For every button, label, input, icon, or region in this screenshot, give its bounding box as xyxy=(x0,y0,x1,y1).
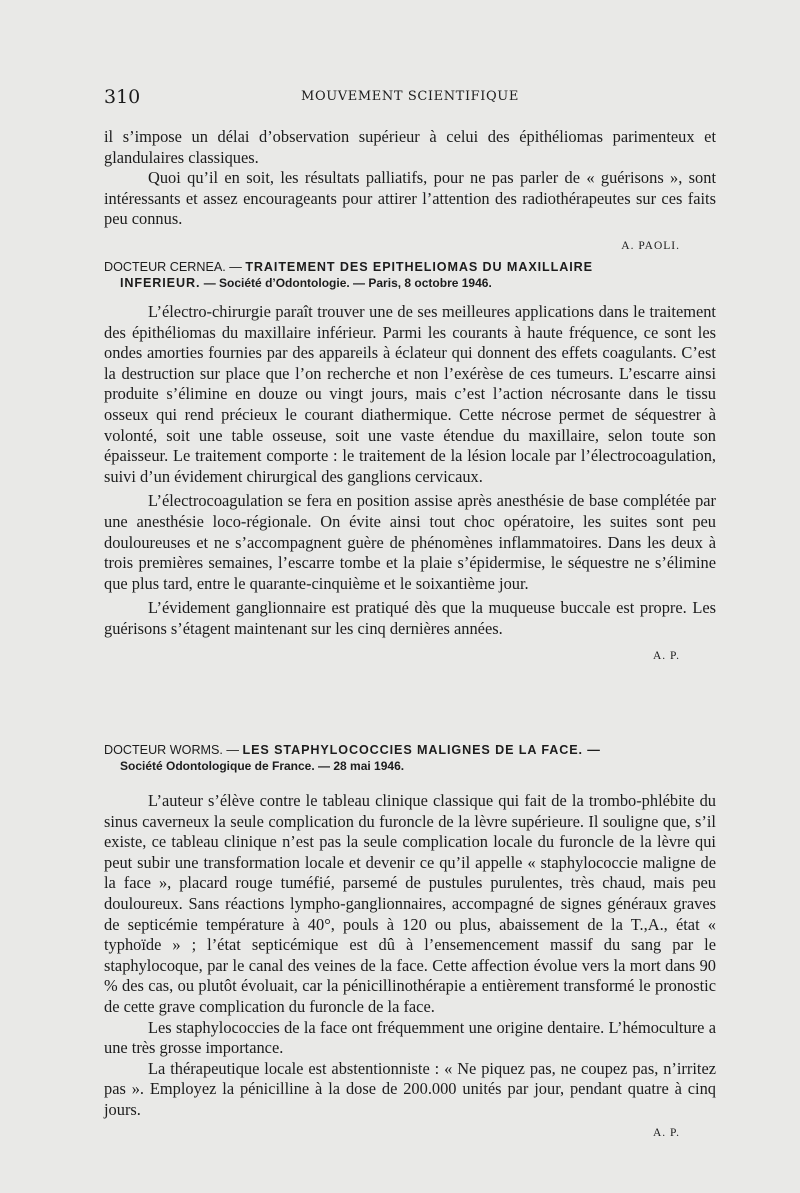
signature: A. P. xyxy=(652,649,680,662)
paragraph: L’auteur s’élève contre le tableau clinique classique qui fait de la trombo-phlébite du sinus caverneux la seule complication du furoncle de la lèvre supérieure. Il souligne que, s’il existe, ce tableau clinique n’est pas la seule complication locale du furoncle de la lèvre qui peut subir une transformation locale et devenir ce qu’il appelle « staphylococcie maligne de la face », placard rouge tuméfié, parsemé de pustules purulentes, très chaud, mais peu douloureux. Sans réactions lympho-ganglionnaires, accompagné de signes généraux graves de septicémie température à 40°, pouls à 120 ou plus, abaissement de la T.,A., état « typhoïde » ; l’état septicémique est dû à l’ensemencement massif du sang par le staphylocoque, par le canal des veines de la face. Cette affection évolue vers la mort dans 90 % des cas, ou plutôt évoluait, car la pénicillinothérapie a entièrement transformé le pronostic de cette grave complication du furoncle de la face. xyxy=(104,791,716,1016)
article-heading-cernea xyxy=(104,259,716,291)
article-title-continued: INFERIEUR. xyxy=(120,276,201,290)
article-author: DOCTEUR CERNEA. xyxy=(104,260,226,274)
heading-dash: — xyxy=(225,260,246,274)
paragraph: Les staphylococcies de la face ont fréquemment une origine dentaire. L’hémoculture a une très grosse importance. xyxy=(104,1017,716,1058)
article-title: LES STAPHYLOCOCCIES MALIGNES DE LA FACE. — xyxy=(242,743,601,757)
article-heading-worms xyxy=(104,742,716,774)
page-header xyxy=(104,86,716,112)
paragraph: L’évidement ganglionnaire est pratiqué dès que la muqueuse buccale est propre. Les guérisons s’étagent maintenant sur les cinq dernières années. xyxy=(104,598,716,638)
article-body-cernea xyxy=(104,302,716,666)
paragraph: Quoi qu’il en soit, les résultats palliatifs, pour ne pas parler de « guérisons », sont intéressants et assez encourageants pour attirer l’attention des radiothérapeutes sur ces faits peu connus. xyxy=(104,168,716,229)
page-number: 310 xyxy=(104,86,141,108)
paragraph: L’électrocoagulation se fera en position assise après anesthésie de base complétée par une anesthésie loco-régionale. On évite ainsi tout choc opératoire, les suites sont peu douloureuses et ne s’accompagnent guère de phénomènes inflammatoires. Dans les deux à trois premières semaines, l’escarre tombe et la plaie s’épidermise, le séquestre ne s’élimine que plus tard, entre le quarante-cinquième et le soixantième jour. xyxy=(104,491,716,593)
paragraph: il s’impose un délai d’observation supérieur à celui des épithéliomas parimenteux et glandulaires classiques. xyxy=(104,127,716,167)
signature: A. PAOLI. xyxy=(621,239,680,252)
paragraph: L’électro-chirurgie paraît trouver une de ses meilleures applications dans le traitement des épithéliomas du maxillaire inférieur. Parmi les courants à haute fréquence, ce sont les ondes amorties fournies par des appareils à éclateur qui donnent des effets coagulants. C’est la destruction sur place que l’on recherche et non l’exérèse de ces tumeurs. L’escarre ainsi produite s’élimine en douze ou vingt jours, mais c’est l’action nécrosante dans le tissu osseux qui rend précieux le courant diathermique. Cette nécrose permet de séquestrer à volonté, soit une table osseuse, soit une vaste étendue du maxillaire, selon toute son épaisseur. Le traitement comporte : le traitement de la lésion locale par l’électrocoagulation, suivi d’un évidement chirurgical des ganglions cervicaux. xyxy=(104,302,716,486)
article-title: TRAITEMENT DES EPITHELIOMAS DU MAXILLAIRE xyxy=(245,260,593,274)
article-end-paoli xyxy=(104,127,716,257)
paragraph: La thérapeutique locale est abstentionniste : « Ne piquez pas, ne coupez pas, n’irritez pas ». Employez la pénicilline à la dose de 200.000 unités par jour, pendant quatre à cinq jours. xyxy=(104,1058,716,1119)
article-source: Société Odontologique de France. — 28 mai 1946. xyxy=(120,759,405,773)
article-author: DOCTEUR WORMS. xyxy=(104,743,223,757)
article-body-worms xyxy=(104,791,716,1143)
heading-dash: — xyxy=(222,743,243,757)
signature: A. P. xyxy=(652,1126,680,1139)
article-source: — Société d’Odontologie. — Paris, 8 octobre 1946. xyxy=(200,276,492,290)
running-title: MOUVEMENT SCIENTIFIQUE xyxy=(301,89,519,104)
